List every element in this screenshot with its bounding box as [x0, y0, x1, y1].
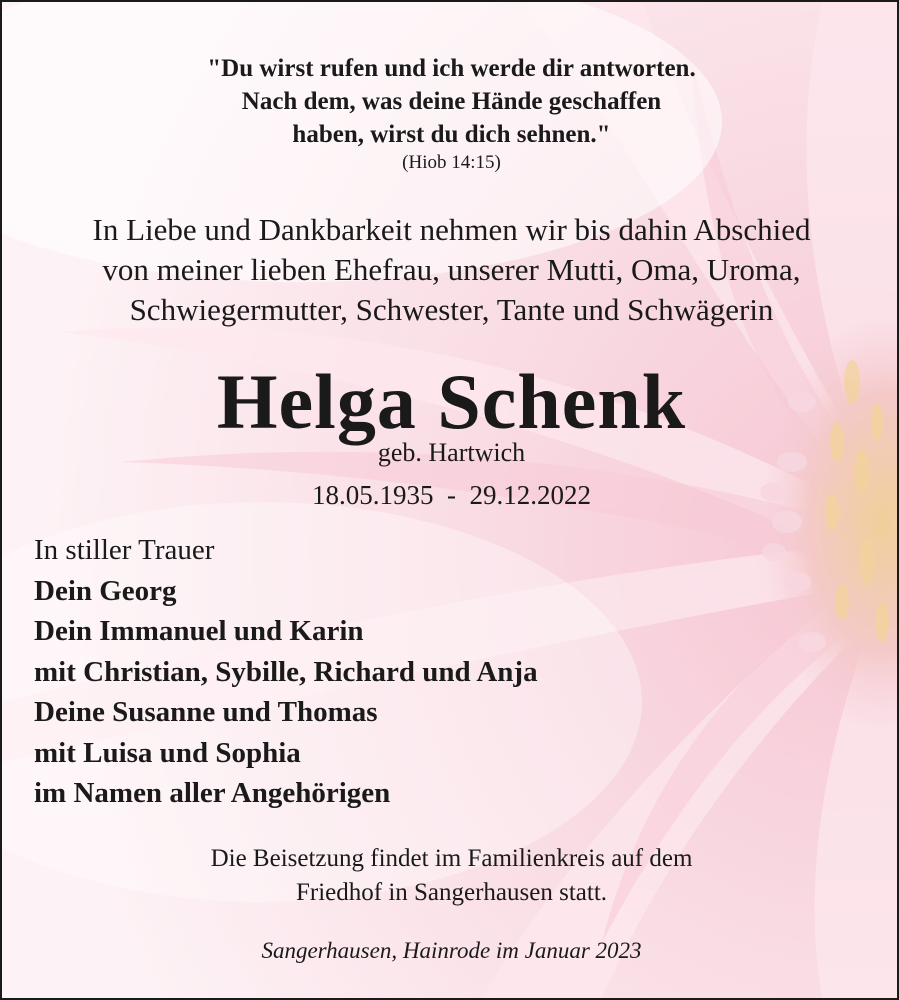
farewell-text	[2, 210, 899, 330]
mourner-entry: Dein Immanuel und Karin	[34, 615, 364, 647]
burial-line: Die Beisetzung findet im Familienkreis auf dem	[210, 845, 693, 872]
mourner-entry: mit Luisa und Sophia	[34, 736, 301, 769]
mourner-entry: Deine Susanne und Thomas	[34, 696, 378, 728]
life-dates: 18.05.1935 - 29.12.2022	[312, 480, 591, 510]
quote-line: "Du wirst rufen und ich werde dir antworten.	[207, 55, 696, 82]
farewell-line: von meiner lieben Ehefrau, unserer Mutti, Oma, Uroma,	[102, 252, 801, 287]
place-and-date: Sangerhausen, Hainrode im Januar 2023	[261, 938, 642, 963]
mourners-lead: In stiller Trauer	[34, 534, 215, 566]
bible-quote	[2, 52, 899, 151]
farewell-line: Schwiegermutter, Schwester, Tante und Schwägerin	[129, 292, 774, 327]
burial-line: Friedhof in Sangerhausen statt.	[295, 879, 608, 906]
mourner-entry: Dein Georg	[34, 574, 177, 607]
mourner-entry: im Namen aller Angehörigen	[34, 777, 391, 809]
mourner-entry: mit Christian, Sybille, Richard und Anja	[34, 655, 538, 688]
quote-source: (Hiob 14:15)	[402, 152, 501, 173]
farewell-line: In Liebe und Dankbarkeit nehmen wir bis dahin Abschied	[92, 212, 811, 247]
mourners-list	[34, 530, 538, 814]
burial-info	[2, 842, 899, 910]
quote-line: Nach dem, was deine Hände geschaffen	[241, 88, 662, 115]
maiden-name: geb. Hartwich	[377, 438, 526, 467]
deceased-name: Helga Schenk	[216, 358, 687, 445]
quote-line: haben, wirst du dich sehnen."	[292, 121, 611, 148]
